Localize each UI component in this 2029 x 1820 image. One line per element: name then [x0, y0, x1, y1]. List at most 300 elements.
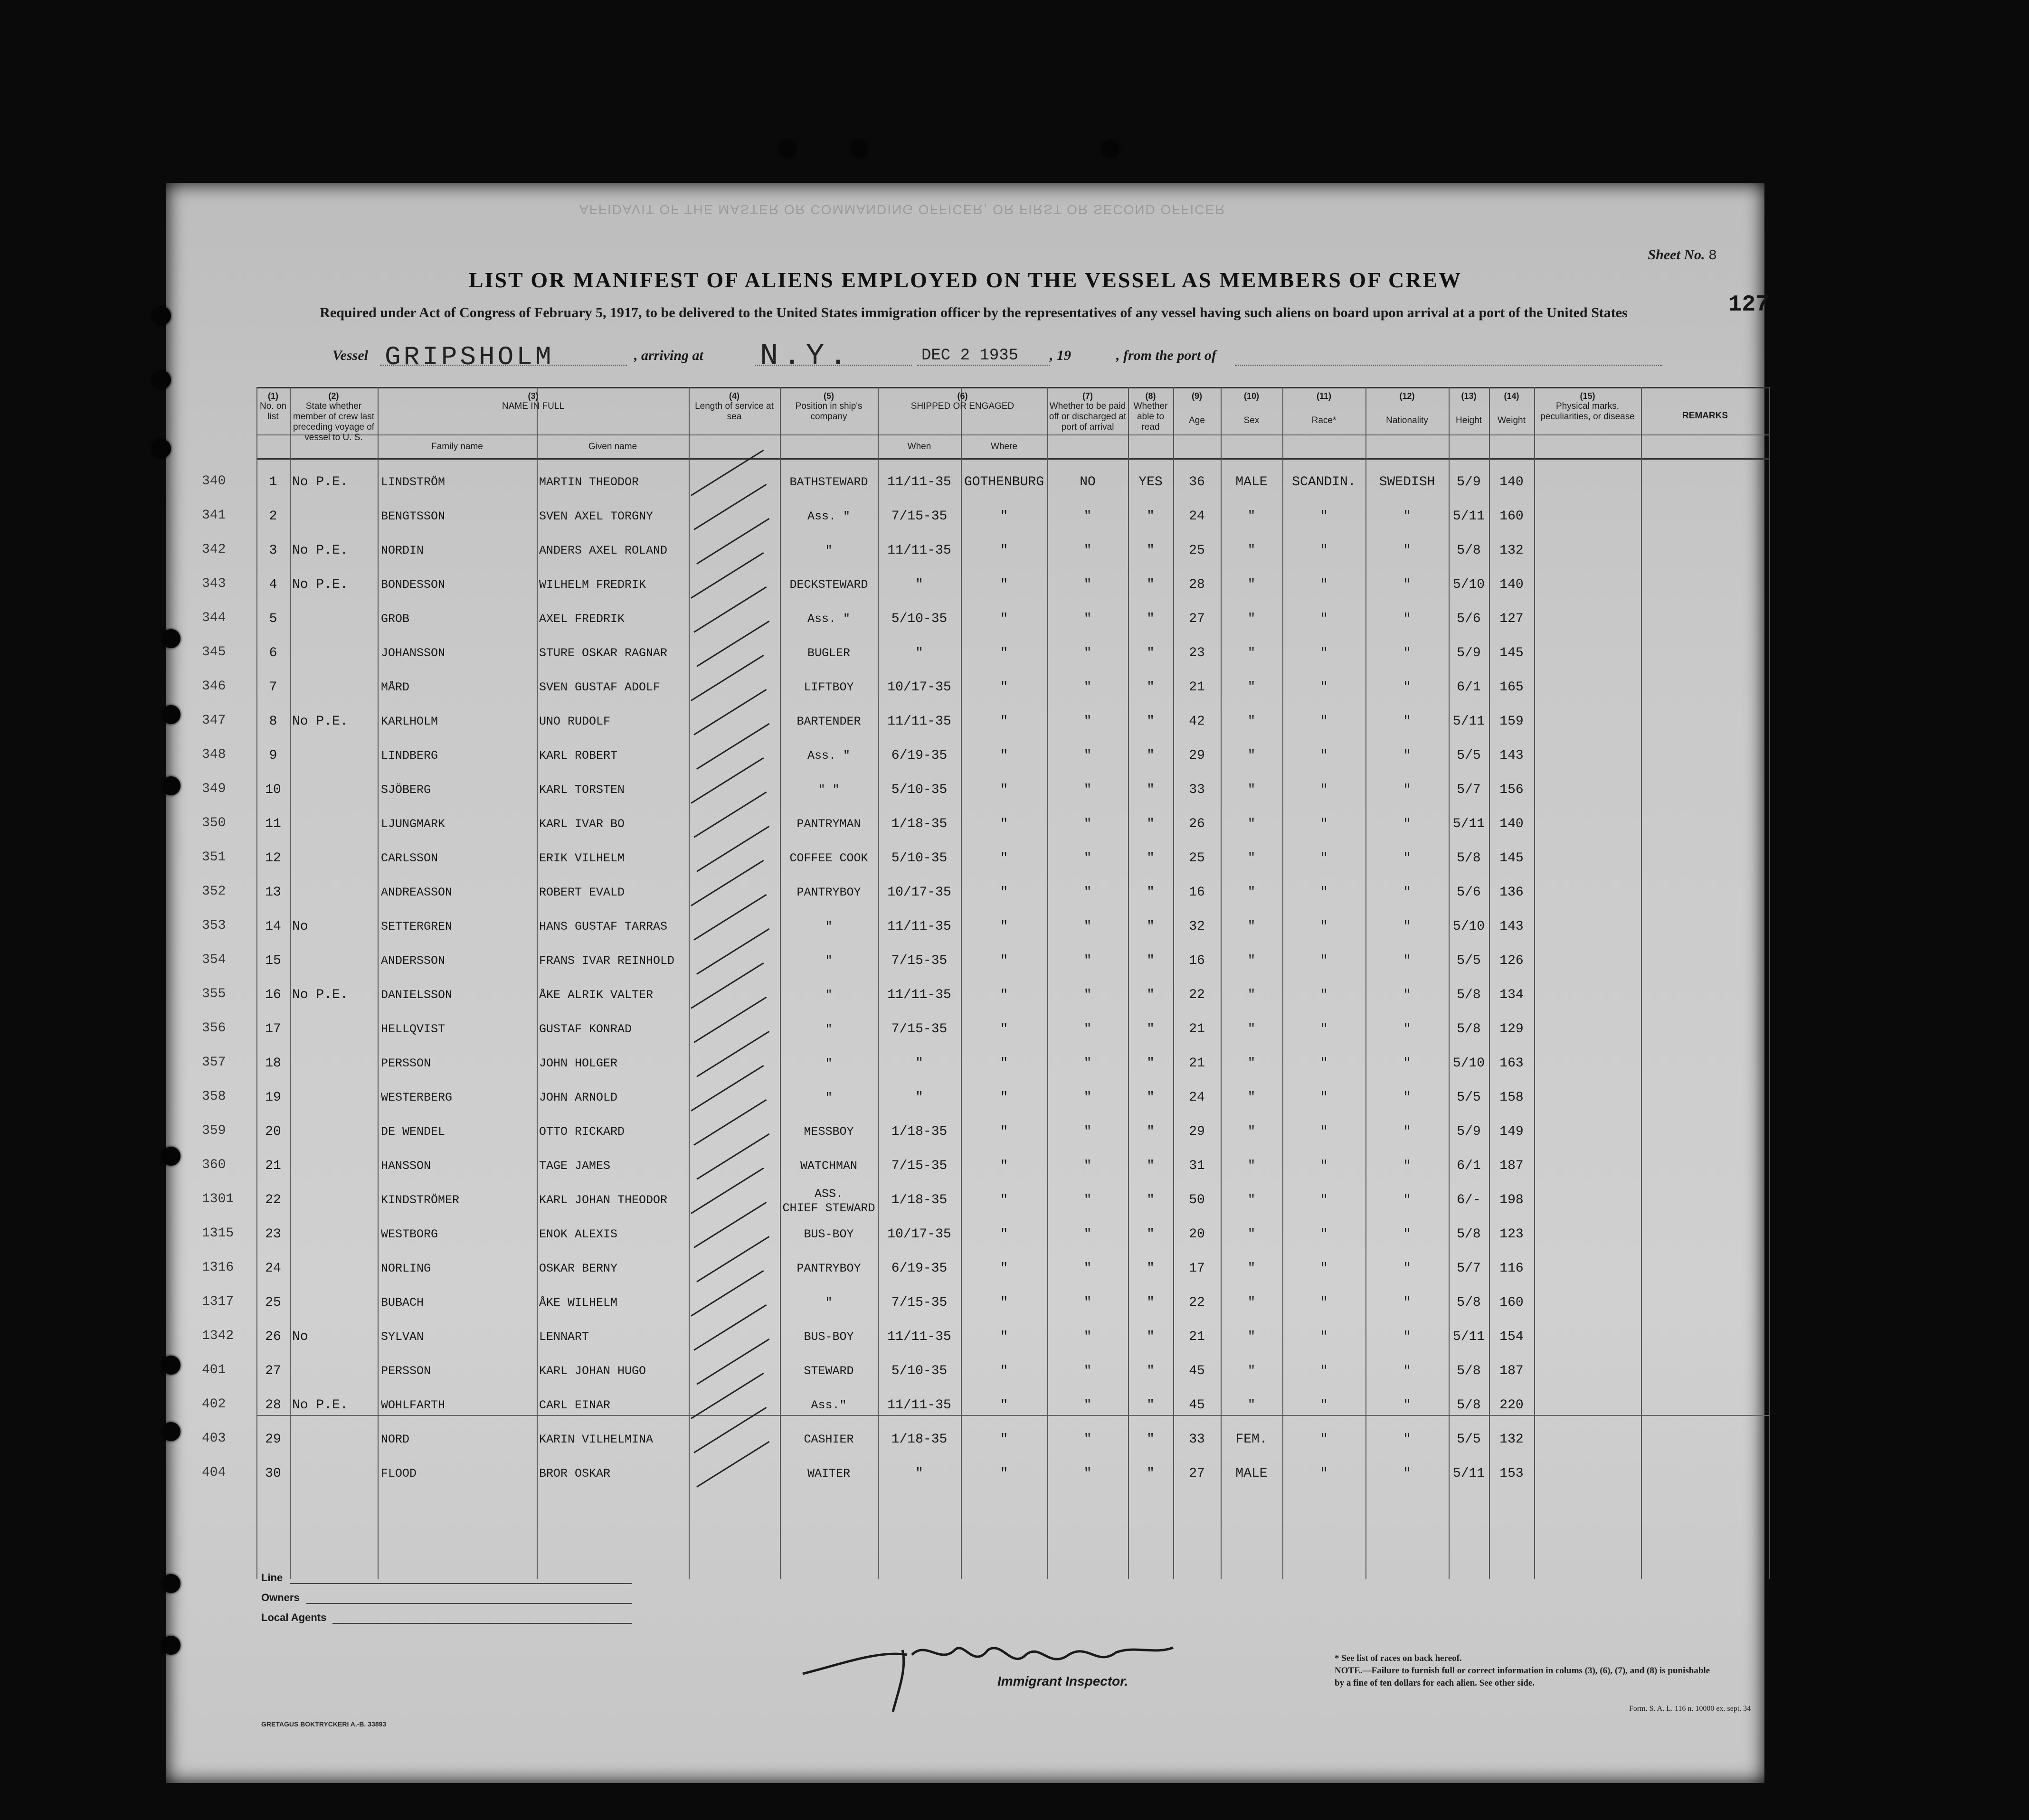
shipped-when-cell: "	[915, 577, 923, 592]
paid-off-cell: "	[1083, 646, 1092, 660]
race-cell: "	[1320, 509, 1328, 524]
able-to-read-cell: "	[1147, 783, 1155, 797]
shipped-where-cell: "	[1000, 509, 1008, 524]
race-cell: "	[1320, 1364, 1328, 1378]
family-name-cell: KINDSTRÖMER	[381, 1193, 460, 1207]
shipped-where-cell: "	[1000, 577, 1008, 592]
nationality-cell: "	[1403, 851, 1411, 866]
shipped-when-cell: 7/15-35	[891, 509, 948, 524]
able-to-read-cell: "	[1147, 680, 1155, 695]
paid-off-cell: "	[1083, 1295, 1092, 1310]
weight-cell: 127	[1499, 612, 1524, 626]
row-number-cell: 7	[269, 680, 277, 695]
table-row	[202, 1115, 1769, 1149]
paid-off-cell: "	[1083, 953, 1092, 968]
age-cell: 24	[1189, 509, 1205, 524]
able-to-read-cell: "	[1147, 851, 1155, 866]
weight-cell: 165	[1499, 680, 1524, 695]
given-name-cell: CARL EINAR	[539, 1398, 611, 1412]
shipped-where-cell: "	[1000, 1193, 1008, 1207]
race-cell: "	[1320, 1261, 1328, 1276]
column-header-sex	[1221, 391, 1282, 426]
shipped-when-cell: "	[915, 1090, 923, 1105]
margin-number: 353	[202, 918, 226, 933]
race-cell: "	[1320, 1432, 1328, 1447]
column-header-paid-off	[1047, 391, 1128, 433]
given-name-cell: ANDERS AXEL ROLAND	[539, 544, 668, 557]
age-cell: 32	[1189, 919, 1205, 934]
row-number-cell: 28	[265, 1398, 281, 1413]
weight-cell: 160	[1499, 1295, 1524, 1310]
column-label: Whether to be paid off or discharged at port of arrival	[1049, 401, 1127, 432]
given-name-cell: ENOK ALEXIS	[539, 1227, 618, 1241]
able-to-read-cell: "	[1147, 1330, 1155, 1344]
family-name-cell: DE WENDEL	[381, 1125, 446, 1139]
row-number-cell: 6	[269, 646, 277, 660]
row-number-cell: 23	[265, 1227, 281, 1242]
margin-number: 358	[202, 1089, 226, 1104]
race-cell: "	[1320, 1022, 1328, 1037]
row-number-cell: 1	[269, 475, 277, 490]
height-cell: 5/6	[1457, 612, 1481, 626]
position-cell: "	[825, 1091, 833, 1104]
paid-off-cell: "	[1083, 1398, 1092, 1413]
able-to-read-cell: "	[1147, 953, 1155, 968]
previous-voyage-cell	[292, 944, 378, 978]
previous-voyage-cell	[292, 670, 378, 705]
given-name-cell: MARTIN THEODOR	[539, 475, 639, 489]
previous-voyage-cell: No P.E.	[292, 475, 348, 490]
family-name-cell: ANDERSSON	[381, 954, 446, 968]
margin-number: 352	[202, 884, 226, 899]
height-cell: 6/1	[1457, 680, 1481, 695]
height-cell: 5/7	[1457, 783, 1481, 797]
sex-cell: "	[1247, 919, 1256, 934]
previous-voyage-cell	[292, 1149, 378, 1183]
row-number-cell: 26	[265, 1330, 281, 1344]
shipped-when-cell: 11/11-35	[887, 919, 951, 934]
sex-cell: "	[1247, 1398, 1256, 1413]
column-header-remarks: REMARKS	[1682, 411, 1728, 421]
sex-cell: "	[1247, 1227, 1256, 1242]
column-number: (3)	[528, 391, 539, 401]
given-name-cell: ÅKE ALRIK VALTER	[539, 988, 654, 1002]
nationality-cell: "	[1403, 714, 1411, 729]
column-number: (6)	[957, 391, 968, 401]
able-to-read-cell: "	[1147, 1432, 1155, 1447]
position-cell: "	[825, 1296, 833, 1310]
race-cell: "	[1320, 953, 1328, 968]
able-to-read-cell: "	[1147, 1398, 1155, 1413]
row-number-cell: 2	[269, 509, 277, 524]
race-cell: SCANDIN.	[1292, 475, 1356, 490]
sex-cell: "	[1247, 612, 1256, 626]
previous-voyage-cell	[292, 500, 378, 534]
age-cell: 45	[1189, 1364, 1205, 1378]
sex-cell: "	[1247, 1124, 1256, 1139]
nationality-cell: "	[1403, 577, 1411, 592]
able-to-read-cell: "	[1147, 646, 1155, 660]
nationality-cell: "	[1403, 988, 1411, 1002]
age-cell: 21	[1189, 680, 1205, 695]
sex-cell: "	[1247, 543, 1256, 558]
previous-voyage-cell	[292, 1457, 378, 1491]
height-cell: 5/8	[1457, 1022, 1481, 1037]
height-cell: 5/8	[1457, 1398, 1481, 1413]
race-cell: "	[1320, 1330, 1328, 1344]
age-cell: 50	[1189, 1193, 1205, 1207]
margin-number: 1316	[202, 1260, 234, 1275]
paid-off-cell: NO	[1080, 475, 1096, 490]
weight-cell: 220	[1499, 1398, 1524, 1413]
shipped-when-cell: 7/15-35	[891, 1159, 948, 1173]
shipped-where-cell: "	[1000, 885, 1008, 900]
able-to-read-cell: "	[1147, 509, 1155, 524]
margin-number: 345	[202, 645, 226, 660]
height-cell: 5/8	[1457, 1227, 1481, 1242]
punch-hole	[152, 439, 171, 458]
sheet-number	[1648, 247, 1717, 264]
shipped-when-cell: 5/10-35	[891, 612, 948, 626]
shipped-when-cell: 5/10-35	[891, 783, 948, 797]
column-number: (4)	[729, 391, 740, 401]
column-header-physical-marks	[1534, 391, 1641, 422]
previous-voyage-cell: No	[292, 919, 308, 934]
table-row	[202, 1149, 1769, 1183]
column-label: Physical marks, peculiarities, or disease	[1540, 401, 1635, 422]
table-row	[202, 500, 1769, 534]
paid-off-cell: "	[1083, 1193, 1092, 1207]
family-name-cell: BENGTSSON	[381, 509, 446, 523]
weight-cell: 159	[1499, 714, 1524, 729]
position-cell: BARTENDER	[796, 715, 861, 728]
margin-number: 348	[202, 747, 226, 762]
punch-hole	[161, 1147, 180, 1166]
nationality-cell: "	[1403, 1330, 1411, 1344]
shipped-when-cell: 10/17-35	[887, 680, 951, 695]
age-cell: 27	[1189, 1466, 1205, 1481]
table-row	[202, 705, 1769, 739]
table-row	[202, 1457, 1769, 1491]
column-header-service	[689, 391, 780, 422]
column-header-shipped	[878, 391, 1047, 412]
inspector-signature	[784, 1622, 1211, 1716]
sex-cell: "	[1247, 1056, 1256, 1071]
nationality-cell: "	[1403, 885, 1411, 900]
weight-cell: 163	[1499, 1056, 1524, 1071]
shipped-where-cell: "	[1000, 1466, 1008, 1481]
shipped-when-cell: "	[915, 1056, 923, 1071]
able-to-read-cell: "	[1147, 748, 1155, 763]
row-number-cell: 8	[269, 714, 277, 729]
previous-voyage-cell	[292, 1081, 378, 1115]
previous-voyage-cell	[292, 841, 378, 876]
height-cell: 5/6	[1457, 885, 1481, 900]
previous-voyage-cell	[292, 1354, 378, 1388]
row-number-cell: 25	[265, 1295, 281, 1310]
weight-cell: 158	[1499, 1090, 1524, 1105]
punch-hole	[161, 705, 180, 724]
able-to-read-cell: "	[1147, 1193, 1155, 1207]
race-cell: "	[1320, 783, 1328, 797]
sex-cell: "	[1247, 577, 1256, 592]
shipped-where-cell: "	[1000, 1159, 1008, 1173]
column-header-family-name: Family name	[431, 442, 483, 452]
footer-notes	[1335, 1652, 1715, 1689]
weight-cell: 132	[1499, 1432, 1524, 1447]
paid-off-cell: "	[1083, 509, 1092, 524]
family-name-cell: WESTERBERG	[381, 1091, 453, 1104]
position-cell: "	[825, 988, 833, 1002]
given-name-cell: KARL TORSTEN	[539, 783, 625, 797]
shipped-when-cell: "	[915, 1466, 923, 1481]
able-to-read-cell: "	[1147, 1466, 1155, 1481]
column-label: SHIPPED OR ENGAGED	[910, 401, 1014, 411]
race-cell: "	[1320, 612, 1328, 626]
nationality-cell: "	[1403, 1364, 1411, 1378]
position-cell: DECKSTEWARD	[789, 578, 868, 592]
age-cell: 23	[1189, 646, 1205, 660]
age-cell: 31	[1189, 1159, 1205, 1173]
column-header-previous-voyage	[290, 391, 378, 443]
sex-cell: "	[1247, 885, 1256, 900]
age-cell: 42	[1189, 714, 1205, 729]
margin-number: 1315	[202, 1226, 234, 1241]
weight-cell: 153	[1499, 1466, 1524, 1481]
paid-off-cell: "	[1083, 988, 1092, 1002]
weight-cell: 126	[1499, 953, 1524, 968]
vessel-line	[332, 339, 1662, 374]
table-row	[202, 1183, 1769, 1217]
age-cell: 20	[1189, 1227, 1205, 1242]
races-note: * See list of races on back hereof.	[1335, 1653, 1462, 1663]
page-stamp: 127	[1728, 292, 1769, 318]
table-row	[202, 841, 1769, 876]
column-label: Whether able to read	[1133, 401, 1168, 432]
margin-number: 343	[202, 576, 226, 591]
shipped-when-cell: 11/11-35	[887, 714, 951, 729]
column-number: (7)	[1082, 391, 1093, 401]
given-name-cell: ÅKE WILHELM	[539, 1296, 618, 1310]
family-name-cell: ANDREASSON	[381, 886, 453, 899]
shipped-when-cell: 1/18-35	[891, 1124, 948, 1139]
row-number-cell: 5	[269, 612, 277, 626]
margin-number: 360	[202, 1158, 226, 1172]
age-cell: 25	[1189, 851, 1205, 866]
shipped-when-cell: "	[915, 646, 923, 660]
column-label: Height	[1456, 415, 1482, 425]
weight-cell: 187	[1499, 1159, 1524, 1173]
column-label: Sex	[1243, 415, 1260, 425]
table-row	[202, 465, 1769, 500]
previous-voyage-cell	[292, 636, 378, 670]
shipped-when-cell: 11/11-35	[887, 475, 951, 490]
paid-off-cell: "	[1083, 1364, 1092, 1378]
from-port-label: , from the port of	[1116, 348, 1216, 363]
age-cell: 29	[1189, 748, 1205, 763]
table-row	[202, 1423, 1769, 1457]
shipped-where-cell: "	[1000, 680, 1008, 695]
position-cell: BUGLER	[807, 646, 850, 660]
shipped-when-cell: 1/18-35	[891, 1193, 948, 1207]
column-label: NAME IN FULL	[502, 401, 564, 411]
family-name-cell: WESTBORG	[381, 1227, 438, 1241]
race-cell: "	[1320, 748, 1328, 763]
age-cell: 26	[1189, 817, 1205, 831]
nationality-cell: "	[1403, 1124, 1411, 1139]
nationality-cell: "	[1403, 646, 1411, 660]
column-number: (15)	[1580, 391, 1595, 401]
height-cell: 5/8	[1457, 988, 1481, 1002]
paid-off-cell: "	[1083, 577, 1092, 592]
punch-hole	[161, 1636, 180, 1655]
previous-voyage-cell	[292, 1252, 378, 1286]
nationality-cell: "	[1403, 1193, 1411, 1207]
table-row	[202, 636, 1769, 670]
able-to-read-cell: "	[1147, 988, 1155, 1002]
given-name-cell: KARL IVAR BO	[539, 817, 625, 831]
previous-voyage-cell	[292, 602, 378, 636]
arrival-port: N.Y.	[760, 339, 852, 374]
nationality-cell: "	[1403, 919, 1411, 934]
column-label: Length of service at sea	[695, 401, 774, 422]
nationality-cell: "	[1403, 953, 1411, 968]
column-number: (11)	[1316, 391, 1332, 401]
position-cell: BUS-BOY	[804, 1330, 854, 1344]
age-cell: 21	[1189, 1056, 1205, 1071]
position-prefix: ASS.	[814, 1187, 843, 1201]
height-cell: 5/8	[1457, 851, 1481, 866]
shipped-where-cell: "	[1000, 817, 1008, 831]
shipped-when-cell: 1/18-35	[891, 817, 948, 831]
table-row	[202, 534, 1769, 568]
family-name-cell: HANSSON	[381, 1159, 431, 1173]
race-cell: "	[1320, 1398, 1328, 1413]
column-number: (1)	[268, 391, 278, 401]
sex-cell: "	[1247, 1022, 1256, 1037]
table-row	[202, 1354, 1769, 1388]
column-header-weight	[1489, 391, 1534, 426]
height-cell: 5/5	[1457, 953, 1481, 968]
height-cell: 5/11	[1452, 714, 1485, 729]
race-cell: "	[1320, 817, 1328, 831]
row-number-cell: 16	[265, 988, 281, 1002]
table-row	[202, 739, 1769, 773]
height-cell: 5/11	[1452, 509, 1485, 524]
column-label: No. on list	[260, 401, 286, 422]
paid-off-cell: "	[1083, 612, 1092, 626]
sheet-label: Sheet No.	[1648, 247, 1705, 263]
vessel-label: Vessel	[332, 348, 368, 363]
nationality-cell: SWEDISH	[1379, 475, 1435, 490]
position-cell: COFFEE COOK	[789, 851, 868, 865]
family-name-cell: PERSSON	[381, 1056, 431, 1070]
previous-voyage-cell	[292, 807, 378, 841]
given-name-cell: UNO RUDOLF	[539, 715, 611, 728]
margin-number: 341	[202, 508, 226, 523]
sex-cell: "	[1247, 680, 1256, 695]
bleed-through-text: AFFIDAVIT OF THE MASTER OR COMMANDING OFFICER, OR FIRST OR SECOND OFFICER	[579, 202, 1226, 217]
race-cell: "	[1320, 577, 1328, 592]
position-cell: PANTRYBOY	[796, 886, 861, 899]
weight-cell: 187	[1499, 1364, 1524, 1378]
able-to-read-cell: "	[1147, 1364, 1155, 1378]
position-cell	[780, 1183, 878, 1221]
punch-hole	[161, 776, 180, 795]
paid-off-cell: "	[1083, 1090, 1092, 1105]
previous-voyage-cell	[292, 1012, 378, 1047]
shipped-where-cell: "	[1000, 1056, 1008, 1071]
shipped-when-cell: 1/18-35	[891, 1432, 948, 1447]
shipped-where-cell: "	[1000, 612, 1008, 626]
family-name-cell: JOHANSSON	[381, 646, 446, 660]
age-cell: 33	[1189, 1432, 1205, 1447]
shipped-where-cell: "	[1000, 919, 1008, 934]
family-name-cell: HELLQVIST	[381, 1022, 446, 1036]
sex-cell: MALE	[1235, 1466, 1268, 1481]
margin-number: 357	[202, 1055, 226, 1070]
sex-cell: "	[1247, 783, 1256, 797]
able-to-read-cell: "	[1147, 1261, 1155, 1276]
previous-voyage-cell	[292, 1423, 378, 1457]
position-cell: Ass."	[811, 1398, 847, 1412]
row-number-cell: 19	[265, 1090, 281, 1105]
shipped-where-cell: "	[1000, 953, 1008, 968]
able-to-read-cell: "	[1147, 1124, 1155, 1139]
margin-number: 359	[202, 1123, 226, 1138]
given-name-cell: HANS GUSTAF TARRAS	[539, 920, 668, 934]
family-name-cell: BUBACH	[381, 1296, 424, 1310]
column-label: Nationality	[1386, 415, 1428, 425]
position-cell: LIFTBOY	[804, 680, 854, 694]
arriving-label: , arriving at	[634, 348, 703, 363]
shipped-where-cell: "	[1000, 1330, 1008, 1344]
shipped-when-cell: 11/11-35	[887, 988, 951, 1002]
shipped-where-cell: "	[1000, 1227, 1008, 1242]
position-cell: Ass. "	[807, 749, 850, 763]
paid-off-cell: "	[1083, 680, 1092, 695]
previous-voyage-cell	[292, 773, 378, 807]
age-cell: 16	[1189, 885, 1205, 900]
family-name-cell: GROB	[381, 612, 410, 626]
column-label: State whether member of crew last preceding voyage of vessel to U. S.	[293, 401, 375, 443]
nationality-cell: "	[1403, 783, 1411, 797]
nationality-cell: "	[1403, 612, 1411, 626]
weight-cell: 149	[1499, 1124, 1524, 1139]
race-cell: "	[1320, 1466, 1328, 1481]
vessel-name: GRIPSHOLM	[385, 342, 554, 372]
punch-hole	[152, 306, 171, 325]
family-name-cell: NORD	[381, 1433, 410, 1446]
previous-voyage-cell: No P.E.	[292, 714, 348, 729]
shipped-when-cell: 11/11-35	[887, 1398, 951, 1413]
given-name-cell: FRANS IVAR REINHOLD	[539, 954, 675, 968]
height-cell: 5/9	[1457, 1124, 1481, 1139]
shipped-when-cell: 5/10-35	[891, 851, 948, 866]
paid-off-cell: "	[1083, 817, 1092, 831]
given-name-cell: AXEL FREDRIK	[539, 612, 625, 626]
family-name-cell: LJUNGMARK	[381, 817, 446, 831]
sex-cell: "	[1247, 1159, 1256, 1173]
table-row	[202, 807, 1769, 841]
height-cell: 5/8	[1457, 543, 1481, 558]
punch-hole	[161, 1574, 180, 1593]
paid-off-cell: "	[1083, 919, 1092, 934]
shipped-when-cell: 10/17-35	[887, 885, 951, 900]
weight-cell: 160	[1499, 509, 1524, 524]
table-row	[202, 978, 1769, 1012]
column-header-name	[378, 391, 689, 412]
